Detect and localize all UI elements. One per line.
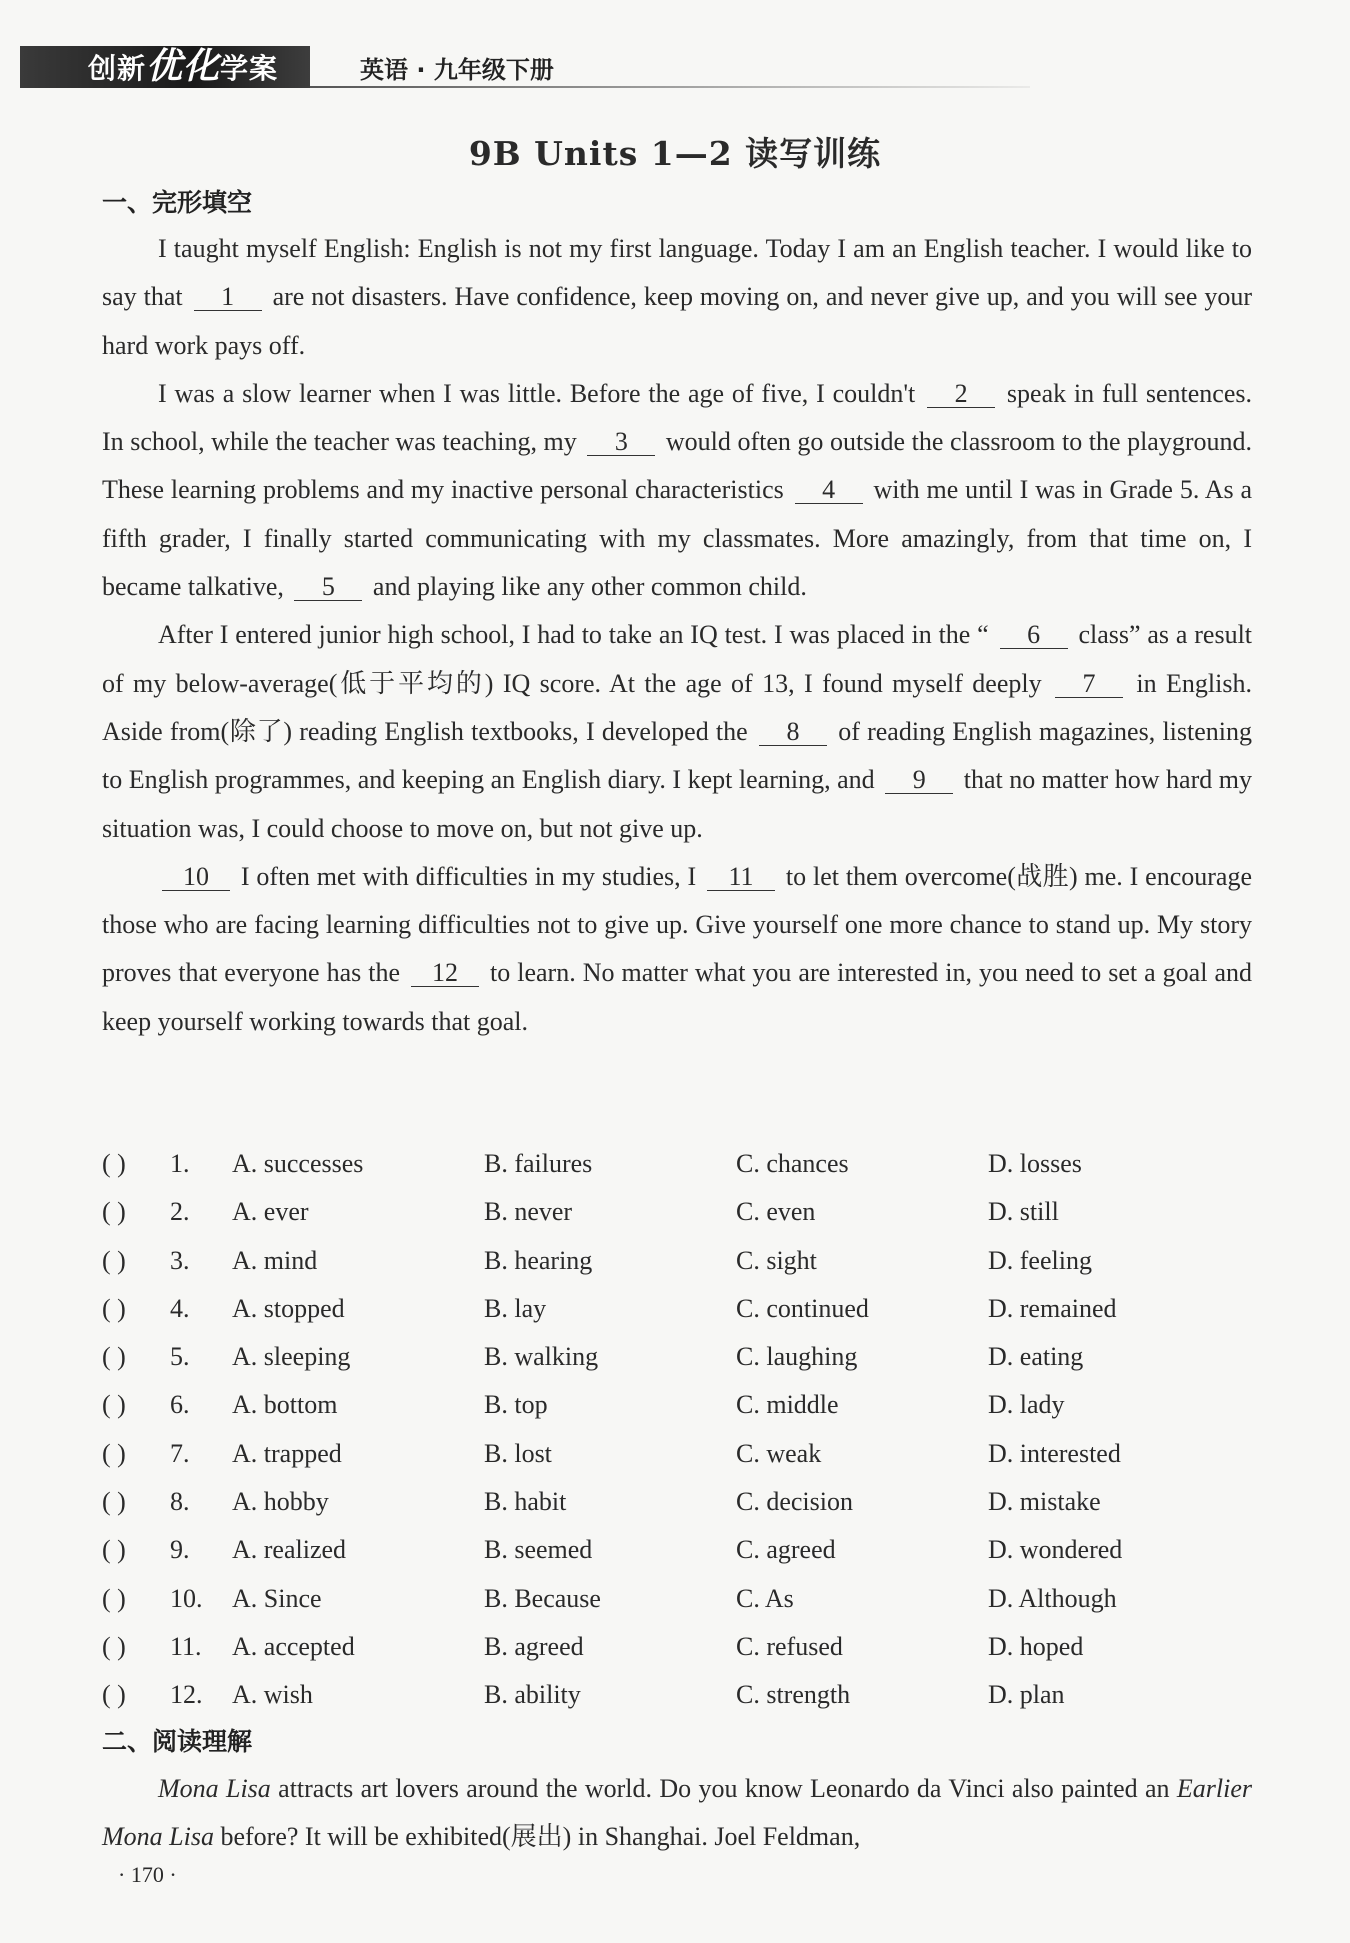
option-c: C. agreed [736,1535,836,1565]
passage-text: of reading English magazines, listening to English programmes, and keeping an English diary. I kept learning, and [102,716,1253,795]
question-number: 6. [170,1390,190,1420]
option-d: D. hoped [988,1631,1084,1661]
answer-bracket: ( ) [102,1631,126,1661]
option-d: D. losses [988,1149,1082,1178]
passage-text: to let them overcome(战胜) me. I encourage those who are facing learning difficulties not to give up. Give yourself one more chance to stand up. My story proves that everyone has the [102,861,1252,988]
blank-10: 10 [162,864,230,891]
blank-7: 7 [1055,671,1123,698]
answer-bracket: ( ) [102,1390,126,1420]
option-d: D. wondered [988,1535,1123,1565]
passage-text: class” as a result of my below-average(低于平均的) IQ score. At the age of 13, I found myself deeply [102,620,1253,698]
page-number: · 170 · [118,1862,177,1887]
cloze-paragraph [102,853,1252,1046]
question-number: 8. [170,1487,190,1517]
question-number: 11. [170,1631,202,1661]
blank-2: 2 [927,381,995,408]
answer-bracket: ( ) [102,1487,126,1517]
passage-text: would often go outside the classroom to the playground. These learning problems and my inactive personal characteristics [102,427,1252,505]
option-b: B. Because [484,1583,601,1613]
option-a: A. mind [232,1245,318,1275]
option-d: D. eating [988,1342,1084,1372]
passage-text: that no matter how hard my situation was, I could choose to move on, but not give up. [102,765,1252,843]
question-row [102,1285,1252,1333]
cloze-passage [102,225,1252,1046]
passage-text: speak in full sentences. In school, while the teacher was teaching, my [102,378,1253,457]
option-b: B. never [484,1197,573,1227]
question-row [102,1478,1252,1526]
reading-passage: Mona Lisa attracts art lovers around the world. Do you know Leonardo da Vinci also painted an Earlier Mona Lisa before? It will be exhibited(展出) in Shanghai. Joel Feldman, [102,1774,1252,1852]
option-c: C. laughing [736,1342,858,1372]
answer-bracket: ( ) [102,1535,126,1565]
option-d: D. remained [988,1293,1117,1323]
question-number: 12. [170,1680,203,1710]
question-number: 7. [170,1438,190,1468]
option-b: B. seemed [484,1535,593,1565]
blank-11: 11 [707,864,775,891]
question-number: 2. [170,1197,190,1227]
option-c: C. continued [736,1293,869,1323]
option-d: D. lady [988,1390,1065,1420]
blank-5: 5 [294,574,362,601]
option-a: A. bottom [232,1390,338,1420]
question-number: 9. [170,1535,190,1565]
question-row [102,1623,1252,1671]
option-a: A. successes [232,1149,364,1178]
option-a: A. realized [232,1535,347,1565]
question-number: 5. [170,1342,190,1372]
option-b: B. agreed [484,1631,584,1661]
header-divider [310,86,1030,88]
option-a: A. trapped [232,1438,342,1468]
question-row [102,1575,1252,1623]
section-heading-cloze: 一、完形填空 [102,188,253,217]
cloze-paragraph [102,370,1252,611]
question-row [102,1188,1252,1236]
cloze-paragraph [102,611,1252,852]
option-c: C. decision [736,1487,853,1517]
option-c: C. even [736,1197,816,1227]
brand-logo: 创新优化学案 [20,46,310,88]
blank-3: 3 [587,429,655,456]
option-c: C. chances [736,1149,849,1178]
answer-bracket: ( ) [102,1149,126,1178]
option-c: C. sight [736,1245,817,1275]
passage-text: I was a slow learner when I was little. Before the age of five, I couldn't [158,378,916,408]
cloze-options [102,1140,1252,1720]
passage-text: and playing like any other common child. [372,572,807,602]
cloze-paragraph [102,225,1252,370]
question-number: 3. [170,1245,190,1275]
option-d: D. plan [988,1680,1065,1710]
option-a: A. Since [232,1583,322,1613]
answer-bracket: ( ) [102,1583,126,1613]
option-c: C. refused [736,1631,843,1661]
option-b: B. ability [484,1680,581,1710]
answer-bracket: ( ) [102,1680,126,1710]
subject-label: 英语 · 九年级下册 [360,56,554,84]
option-b: B. lost [484,1438,552,1468]
page-title: 9B Units 1—2 读写训练 [468,134,882,173]
option-c: C. As [736,1583,794,1613]
option-a: A. wish [232,1680,313,1710]
option-d: D. interested [988,1438,1121,1468]
answer-bracket: ( ) [102,1197,126,1227]
blank-8: 8 [759,719,827,746]
passage-text: in English. Aside from(除了) reading English textbooks, I developed the [102,668,1252,746]
answer-bracket: ( ) [102,1245,126,1275]
blank-6: 6 [1000,622,1068,649]
page-header [20,46,1020,88]
option-d: D. still [988,1197,1059,1227]
option-b: B. habit [484,1487,567,1517]
question-row [102,1526,1252,1574]
question-number: 4. [170,1293,190,1323]
option-c: C. middle [736,1390,839,1420]
option-c: C. strength [736,1680,851,1710]
answer-bracket: ( ) [102,1293,126,1323]
section-heading-reading: 二、阅读理解 [102,1727,253,1756]
passage-text: After I entered junior high school, I had to take an IQ test. I was placed in the “ [158,620,989,650]
option-a: A. accepted [232,1631,355,1661]
option-a: A. sleeping [232,1342,351,1372]
question-number: 1. [170,1149,190,1178]
question-row [102,1237,1252,1285]
question-row [102,1671,1252,1719]
option-d: D. Although [988,1583,1117,1613]
blank-4: 4 [795,477,863,504]
option-b: B. walking [484,1342,599,1372]
option-b: B. lay [484,1293,547,1323]
option-b: B. hearing [484,1245,593,1275]
passage-text: with me until I was in Grade 5. As a fifth grader, I finally started communicating with my classmates. More amazingly, from that time on, I became talkative, [102,475,1252,602]
option-a: A. ever [232,1197,309,1227]
passage-text: I often met with difficulties in my studies, I [240,861,697,891]
passage-text: are not disasters. Have confidence, keep moving on, and never give up, and you will see your hard work pays off. [102,282,1252,360]
passage-text: I taught myself English: English is not my first language. Today I am an English teacher. I would like to say that [102,234,1252,312]
blank-1: 1 [194,284,262,311]
option-a: A. hobby [232,1487,329,1517]
passage-text: to learn. No matter what you are interested in, you need to set a goal and keep yourself working towards that goal. [102,958,1252,1036]
option-d: D. mistake [988,1487,1101,1517]
option-d: D. feeling [988,1245,1092,1275]
blank-12: 12 [411,960,479,987]
question-row [102,1333,1252,1381]
answer-bracket: ( ) [102,1438,126,1468]
question-row [102,1381,1252,1429]
option-c: C. weak [736,1438,822,1468]
question-row [102,1430,1252,1478]
option-b: B. top [484,1390,548,1420]
answer-bracket: ( ) [102,1342,126,1372]
question-number: 10. [170,1583,203,1613]
blank-9: 9 [885,767,953,794]
option-a: A. stopped [232,1293,345,1323]
option-b: B. failures [484,1149,593,1178]
question-row [102,1140,1252,1188]
